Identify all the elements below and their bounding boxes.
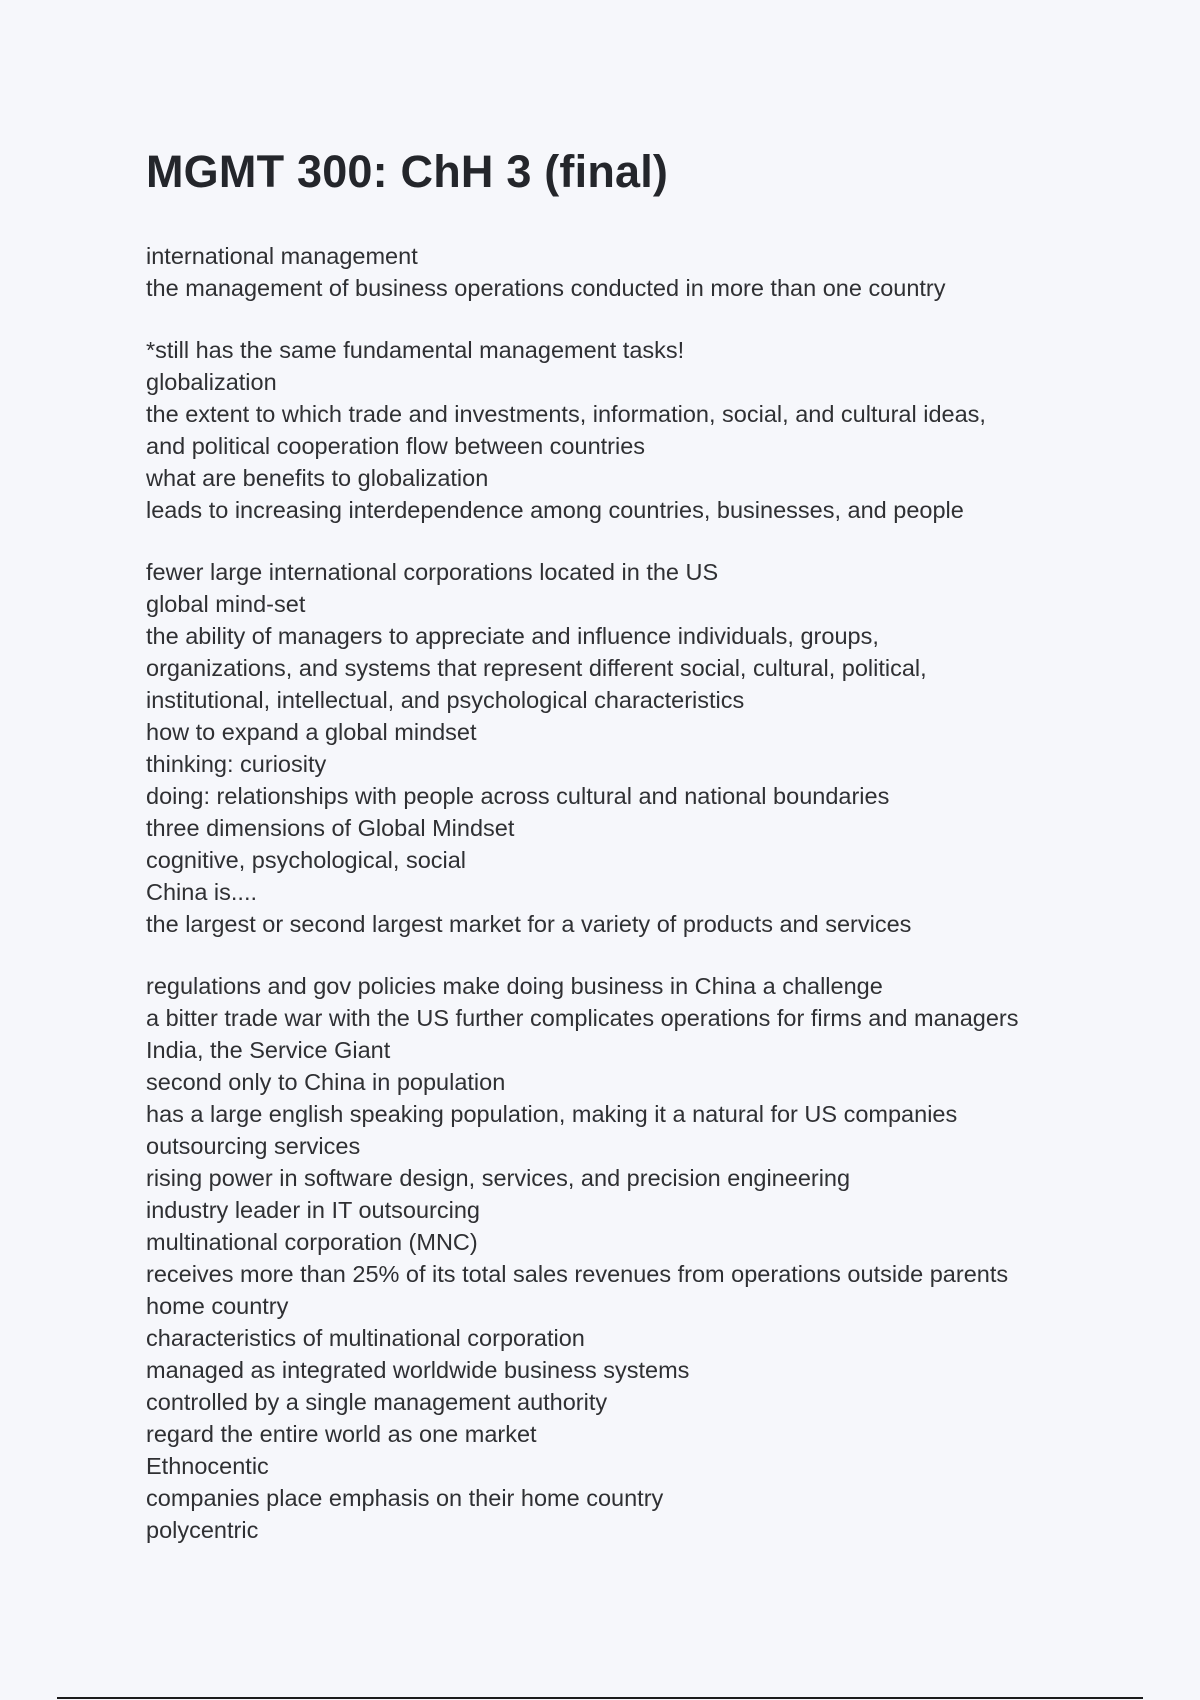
text-line: second only to China in population [146, 1069, 506, 1095]
text-line: outsourcing services [146, 1133, 361, 1159]
text-line: home country [146, 1293, 289, 1319]
document-body [146, 240, 1076, 1546]
text-line: polycentric [146, 1517, 259, 1543]
text-line: controlled by a single management authority [146, 1389, 608, 1415]
blank-line [146, 304, 1076, 334]
text-line: receives more than 25% of its total sales revenues from operations outside parents [146, 1261, 1009, 1287]
text-line: what are benefits to globalization [146, 465, 489, 491]
text-line: has a large english speaking population, making it a natural for US companies [146, 1101, 958, 1127]
text-line: multinational corporation (MNC) [146, 1229, 478, 1255]
text-line: a bitter trade war with the US further complicates operations for firms and managers [146, 1005, 1019, 1031]
text-line: and political cooperation flow between countries [146, 433, 646, 459]
text-line: characteristics of multinational corporation [146, 1325, 585, 1351]
text-line: thinking: curiosity [146, 751, 327, 777]
text-line: the management of business operations conducted in more than one country [146, 275, 946, 301]
text-line: China is.... [146, 879, 258, 905]
text-line: India, the Service Giant [146, 1037, 391, 1063]
text-line: Ethnocentic [146, 1453, 269, 1479]
text-line: regulations and gov policies make doing business in China a challenge [146, 973, 883, 999]
blank-line [146, 940, 1076, 970]
blank-line [146, 526, 1076, 556]
text-line: the ability of managers to appreciate and influence individuals, groups, [146, 623, 879, 649]
text-line: *still has the same fundamental management tasks! [146, 337, 685, 363]
text-line: institutional, intellectual, and psychological characteristics [146, 687, 745, 713]
text-line: rising power in software design, services, and precision engineering [146, 1165, 851, 1191]
text-line: international management [146, 243, 418, 269]
text-line: the largest or second largest market for a variety of products and services [146, 911, 912, 937]
page-divider [57, 1697, 1143, 1699]
text-line: three dimensions of Global Mindset [146, 815, 515, 841]
text-line: cognitive, psychological, social [146, 847, 467, 873]
text-line: regard the entire world as one market [146, 1421, 537, 1447]
text-line: fewer large international corporations located in the US [146, 559, 719, 585]
text-line: how to expand a global mindset [146, 719, 477, 745]
text-line: globalization [146, 369, 277, 395]
text-line: the extent to which trade and investments, information, social, and cultural ideas, [146, 401, 986, 427]
text-line: industry leader in IT outsourcing [146, 1197, 480, 1223]
text-line: global mind-set [146, 591, 306, 617]
text-line: leads to increasing interdependence among countries, businesses, and people [146, 497, 964, 523]
document-page [146, 140, 1076, 1546]
document-title: MGMT 300: ChH 3 (final) [146, 146, 669, 197]
text-line: organizations, and systems that represent different social, cultural, political, [146, 655, 927, 681]
text-line: companies place emphasis on their home country [146, 1485, 664, 1511]
text-line: managed as integrated worldwide business systems [146, 1357, 690, 1383]
text-line: doing: relationships with people across cultural and national boundaries [146, 783, 890, 809]
